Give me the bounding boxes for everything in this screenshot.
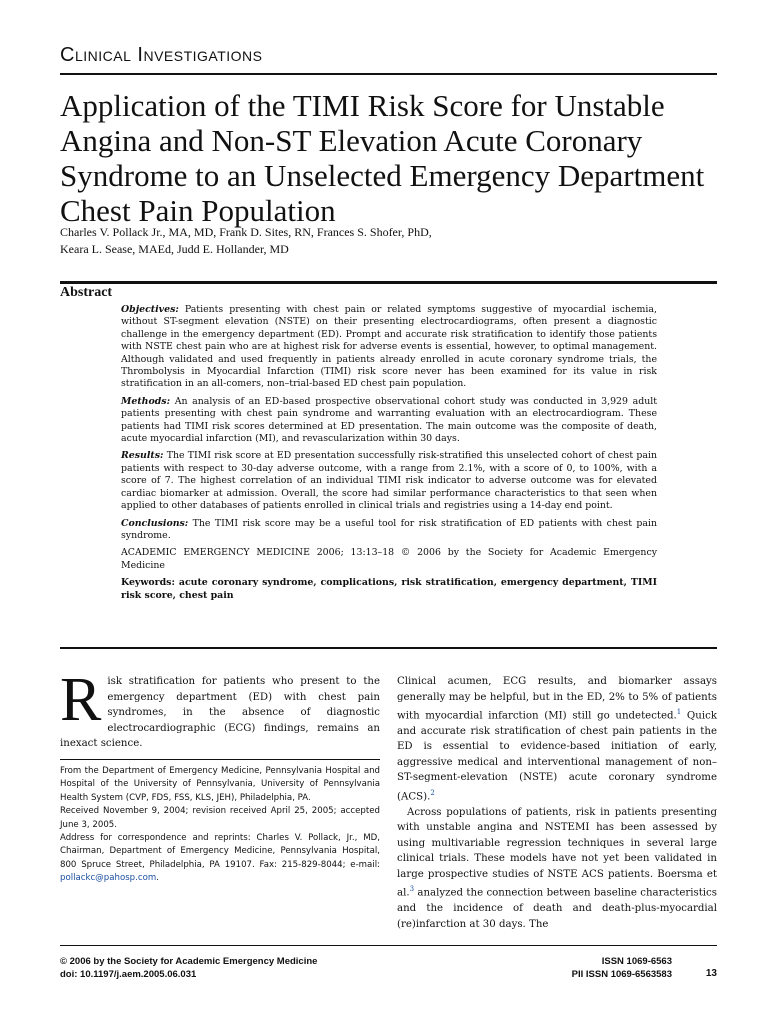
drop-cap: R (60, 666, 102, 734)
top-rule (60, 73, 717, 75)
abstract-conclusions (121, 518, 657, 543)
results-text: The TIMI risk score at ED presentation successfully risk-stratified this unselected cohort of chest pain patients with respect to 30-day adverse outcome, with a range from 2.1%, with a score of 0, to 100%, with a score of 7. The highest correlation of an individual TIMI risk indicator to adverse outcome was for elevated cardiac biomarker at admission. Overall, the score had similar performance characteristics to that seen when applied to other databases of patients enrolled in clinical trials and registries using a 14-day end point. (121, 450, 658, 512)
right-p1-text-b: Quick and accurate risk stratification of chest pain patients in the ED is essential to evidence-based initiation of early, aggressive medical and interventional management of non–ST-segment-elevation (NSTE) acute coronary syndrome (ACS). (397, 710, 717, 803)
footnote-affiliation: From the Department of Emergency Medicine, Pennsylvania Hospital and Hospital of the University of Pennsylvania, University of Pennsylvania Health System (CVP, FDS, FSS, KLS, JEH), Philadelphia, PA. (60, 766, 380, 803)
methods-text: An analysis of an ED-based prospective observational cohort study was conducted in 3,929 adult patients presenting with chest pain syndrome and warranting evaluation with an electrocardiogram. These patients had TIMI risk scores determined at ED presentation. The main outcome was the composite of death, acute myocardial infarction (MI), and revascularization within 30 days. (121, 395, 657, 445)
abstract-methods (121, 396, 657, 446)
footnote-address (60, 832, 380, 886)
objectives-label: Objectives: (121, 304, 179, 315)
address-text: Address for correspondence and reprints: Charles V. Pollack, Jr., MD, Chairman, Department of Emergency Medicine, Pennsylvania Hospital, 800 Spruce Street, Philadelphia, PA 19107. Fax: 215-829-8044; e-mail: (60, 833, 380, 870)
conclusions-label: Conclusions: (121, 517, 189, 529)
email-link[interactable]: pollackc@pahosp.com (60, 873, 157, 884)
section-header: Clinical Investigations (60, 44, 263, 66)
address-end: . (156, 873, 159, 884)
abstract-objectives (121, 304, 657, 391)
footer-pii: PII ISSN 1069-6563583 (571, 969, 672, 980)
footer-right (500, 955, 672, 981)
reference-2[interactable]: 2 (430, 788, 435, 797)
footer-rule (60, 945, 717, 946)
abstract-body (121, 304, 657, 607)
conclusions-text: The TIMI risk score may be a useful tool for risk stratification of ED patients with chest pain syndrome. (121, 517, 657, 541)
abstract-heading: Abstract (60, 285, 113, 300)
abstract-keywords: Keywords: acute coronary syndrome, complications, risk stratification, emergency department, TIMI risk score, chest pain (121, 577, 657, 601)
abstract-bottom-rule (60, 647, 717, 649)
right-paragraph-1 (397, 674, 717, 805)
abstract-results (121, 450, 657, 512)
footer-doi: doi: 10.1197/j.aem.2005.06.031 (60, 969, 197, 980)
right-p1-text-a: Clinical acumen, ECG results, and biomarker assays generally may be helpful, but in the ED, 2% to 5% of patients with myocardial infarction (MI) still go undetected. (397, 676, 717, 722)
abstract-rule (60, 281, 717, 284)
footer-left (60, 955, 317, 981)
right-p2-text-a: Across populations of patients, risk in patients presenting with unstable angina and NSTEMI has been assessed by using multivariable regression techniques in several large clinical trials. These models have not yet been validated in large prospective studies of NSTE ACS patients. Boersma et al. (397, 806, 717, 899)
reference-1[interactable]: 1 (676, 708, 682, 716)
affiliation-footnote (60, 765, 380, 886)
results-label: Results: (121, 450, 164, 462)
author-line-1: Charles V. Pollack Jr., MA, MD, Frank D. Sites, RN, Frances S. Shofer, PhD, (60, 225, 432, 239)
objectives-text: Patients presenting with chest pain or related symptoms suggestive of myocardial ischemia, without ST-segment elevation (NSTE) on their presenting electrocardiograms, often present a diagnostic challenge in the emergency department (ED). Prompt and accurate risk stratification to identify those patients with NSTE chest pain who are at highest risk for adverse events is essential, however, to optimal management. Although validated and used frequently in patients already enrolled in acute coronary syndrome trials, the Thrombolysis in Myocardial Infarction (TIMI) risk score never has been examined for its value in risk stratification in an all-comers, non–trial-based ED chest pain population. (121, 304, 657, 390)
reference-3[interactable]: 3 (409, 885, 415, 894)
page-number: 13 (705, 968, 717, 979)
footer-copyright: © 2006 by the Society for Academic Emergency Medicine (60, 956, 318, 967)
abstract-citation: ACADEMIC EMERGENCY MEDICINE 2006; 13:13–18 © 2006 by the Society for Academic Emergency Medicine (121, 547, 657, 571)
body-left-column (60, 666, 380, 752)
right-p2-text-b: analyzed the connection between baseline characteristics and the incidence of death and death-plus-myocardial (re)infarction at 30 days. The (397, 887, 717, 930)
author-list (60, 224, 700, 258)
footnote-received: Received November 9, 2004; revision received April 25, 2005; accepted June 3, 2005. (60, 806, 380, 830)
footnote-rule (60, 759, 380, 760)
methods-label: Methods: (121, 395, 171, 407)
author-line-2: Keara L. Sease, MAEd, Judd E. Hollander, MD (60, 242, 289, 256)
body-right-column (397, 674, 717, 932)
article-title: Application of the TIMI Risk Score for Unstable Angina and Non-ST Elevation Acute Coronary Syndrome to an Unselected Emergency Department Chest Pain Population (60, 88, 705, 228)
right-paragraph-2 (397, 805, 717, 932)
intro-paragraph: isk stratification for patients who present to the emergency department (ED) with chest pain syndromes, in the absence of diagnostic electrocardiographic (ECG) findings, remains an inexact science. (60, 676, 380, 749)
footer-issn: ISSN 1069-6563 (601, 956, 672, 967)
